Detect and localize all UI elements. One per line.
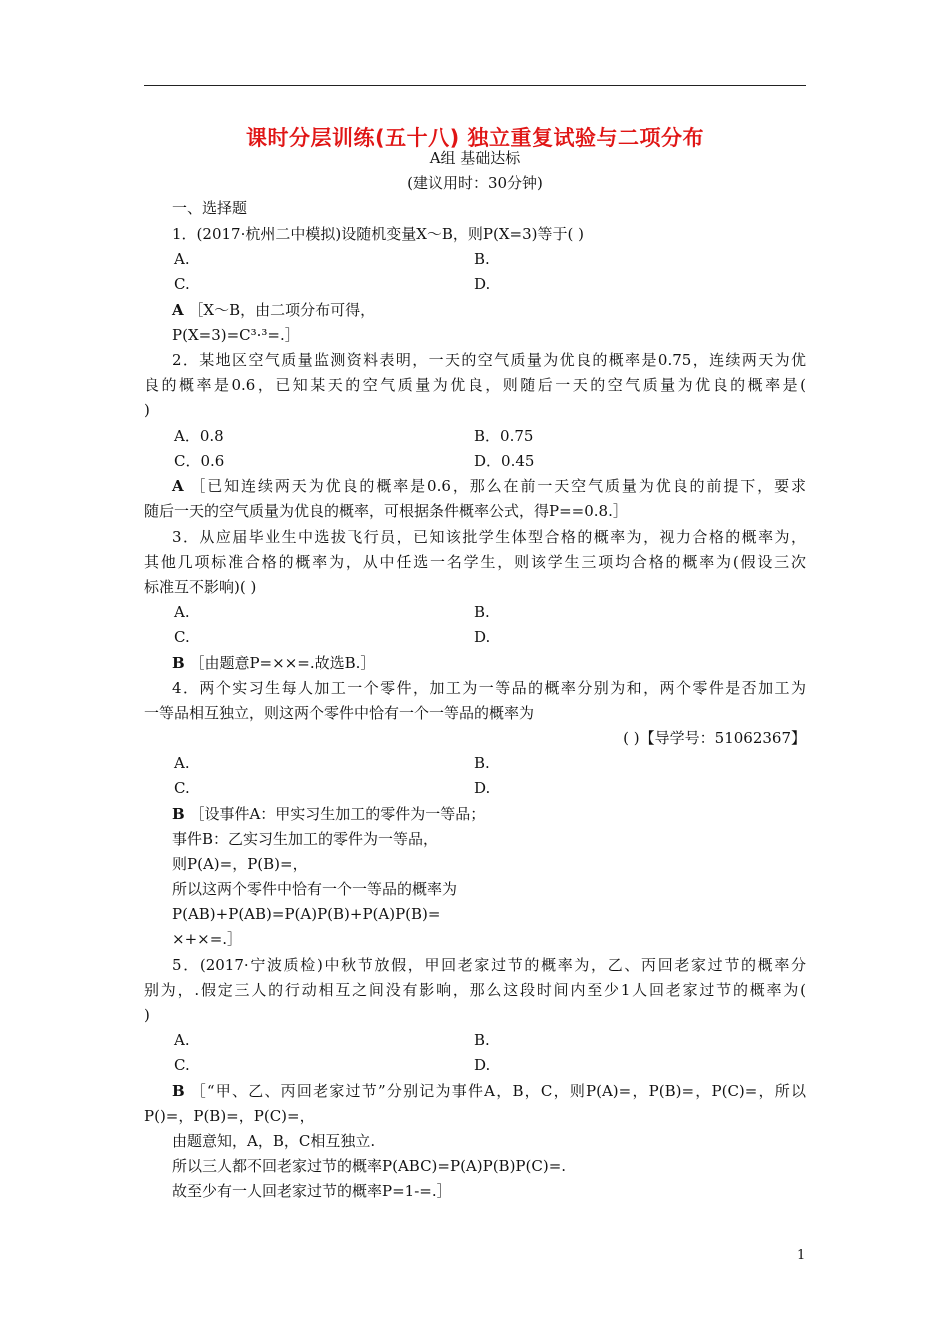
q4-stem-line2: 一等品相互独立，则这两个零件中恰有一个一等品的概率为 [144, 704, 535, 722]
q4-solution-line4: 所以这两个零件中恰有一个一等品的概率为 [172, 880, 458, 898]
q2-option-b: B．0.75 [474, 427, 534, 445]
q4-solution-text: ［设事件A：甲实习生加工的零件为一等品； [189, 805, 486, 823]
page-title: 课时分层训练(五十八) 独立重复试验与二项分布 [245, 126, 704, 150]
q1-option-c: C. [174, 275, 190, 293]
q4-solution-line3: 则P(A)=，P(B)=， [172, 855, 308, 873]
q5-option-c: C. [174, 1056, 190, 1074]
q5-solution-line2: P()=，P(B)=，P(C)=， [144, 1107, 315, 1125]
q3-option-a: A. [174, 603, 190, 621]
q5-solution-line3: 由题意知，A，B，C相互独立. [172, 1132, 376, 1150]
q1-solution-line1 [172, 300, 375, 320]
header-rule [144, 85, 806, 86]
q4-answer: B [172, 805, 185, 823]
q1-solution-line2: P(X=3)=C³·³=.］ [172, 326, 300, 344]
q2-stem-line1: 2．某地区空气质量监测资料表明，一天的空气质量为优良的概率是0.75，连续两天为优 [172, 351, 806, 369]
q4-option-d: D. [474, 779, 491, 797]
q2-stem-line2: 良的概率是0.6，已知某天的空气质量为优良，则随后一天的空气质量为优良的概率是( [144, 376, 806, 394]
q4-option-b: B. [474, 754, 490, 772]
group-subtitle: A组 基础达标 [429, 149, 521, 167]
q1-option-d: D. [474, 275, 491, 293]
q5-solution-line4: 所以三人都不回老家过节的概率P(ABC)=P(A)P(B)P(C)=. [172, 1157, 567, 1175]
q5-stem-line1: 5．(2017·宁波质检)中秋节放假，甲回老家过节的概率为，乙、丙回老家过节的概率分 [172, 956, 806, 974]
q4-solution-line6: ×+×=.］ [172, 930, 243, 948]
q1-option-b: B. [474, 250, 490, 268]
q2-solution-line1 [172, 476, 806, 496]
q3-option-b: B. [474, 603, 490, 621]
q5-answer: B [172, 1082, 185, 1100]
q5-solution-text: ［“甲、乙、丙回老家过节”分别记为事件A，B，C，则P(A)=，P(B)=，P(C)=，所以 [190, 1082, 806, 1100]
q1-answer: A [172, 301, 184, 319]
q4-solution-line1 [172, 804, 485, 824]
q3-stem-line2: 其他几项标准合格的概率为，从中任选一名学生，则该学生三项均合格的概率为(假设三次 [144, 553, 806, 571]
q4-solution-line5: P(AB)+P(AB)=P(A)P(B)+P(A)P(B)= [172, 905, 441, 923]
q5-stem-line3: ) [144, 1006, 150, 1024]
time-hint: (建议用时：30分钟) [407, 174, 543, 192]
q5-solution-line1 [172, 1081, 806, 1101]
q2-option-c: C．0.6 [174, 452, 225, 470]
q3-solution-line1 [172, 653, 375, 673]
q2-option-d: D．0.45 [474, 452, 535, 470]
q4-option-c: C. [174, 779, 190, 797]
q2-answer: A [172, 477, 184, 495]
page-number: 1 [797, 1248, 806, 1263]
q4-guide-number: ( )【导学号：51062367】 [623, 729, 806, 747]
q4-solution-line2: 事件B：乙实习生加工的零件为一等品， [172, 830, 439, 848]
q5-option-d: D. [474, 1056, 491, 1074]
q3-stem-line3: 标准互不影响)( ) [144, 578, 257, 596]
q5-solution-line5: 故至少有一人回老家过节的概率P=1-=.］ [172, 1182, 452, 1200]
q5-stem-line2: 别为，.假定三人的行动相互之间没有影响，那么这段时间内至少1人回老家过节的概率为( [144, 981, 806, 999]
q4-stem-line1: 4．两个实习生每人加工一个零件，加工为一等品的概率分别为和，两个零件是否加工为 [172, 679, 806, 697]
q3-option-c: C. [174, 628, 190, 646]
q3-option-d: D. [474, 628, 491, 646]
q2-solution-line2: 随后一天的空气质量为优良的概率，可根据条件概率公式，得P==0.8.］ [144, 502, 628, 520]
q2-stem-line3: ) [144, 401, 150, 419]
q5-option-a: A. [174, 1031, 190, 1049]
q2-solution-text: ［已知连续两天为优良的概率是0.6，那么在前一天空气质量为优良的前提下，要求 [190, 477, 806, 495]
q3-solution-text: ［由题意P=××=.故选B.］ [189, 654, 376, 672]
section-heading: 一、选择题 [172, 199, 248, 217]
q1-option-a: A. [174, 250, 190, 268]
q1-solution-text: ［X～B，由二项分布可得， [188, 301, 376, 319]
q3-stem-line1: 3．从应届毕业生中选拔飞行员，已知该批学生体型合格的概率为，视力合格的概率为， [172, 528, 806, 546]
q2-option-a: A．0.8 [174, 427, 224, 445]
q5-option-b: B. [474, 1031, 490, 1049]
q1-stem: 1．(2017·杭州二中模拟)设随机变量X～B，则P(X=3)等于( ) [172, 225, 584, 243]
q3-answer: B [172, 654, 185, 672]
q4-option-a: A. [174, 754, 190, 772]
